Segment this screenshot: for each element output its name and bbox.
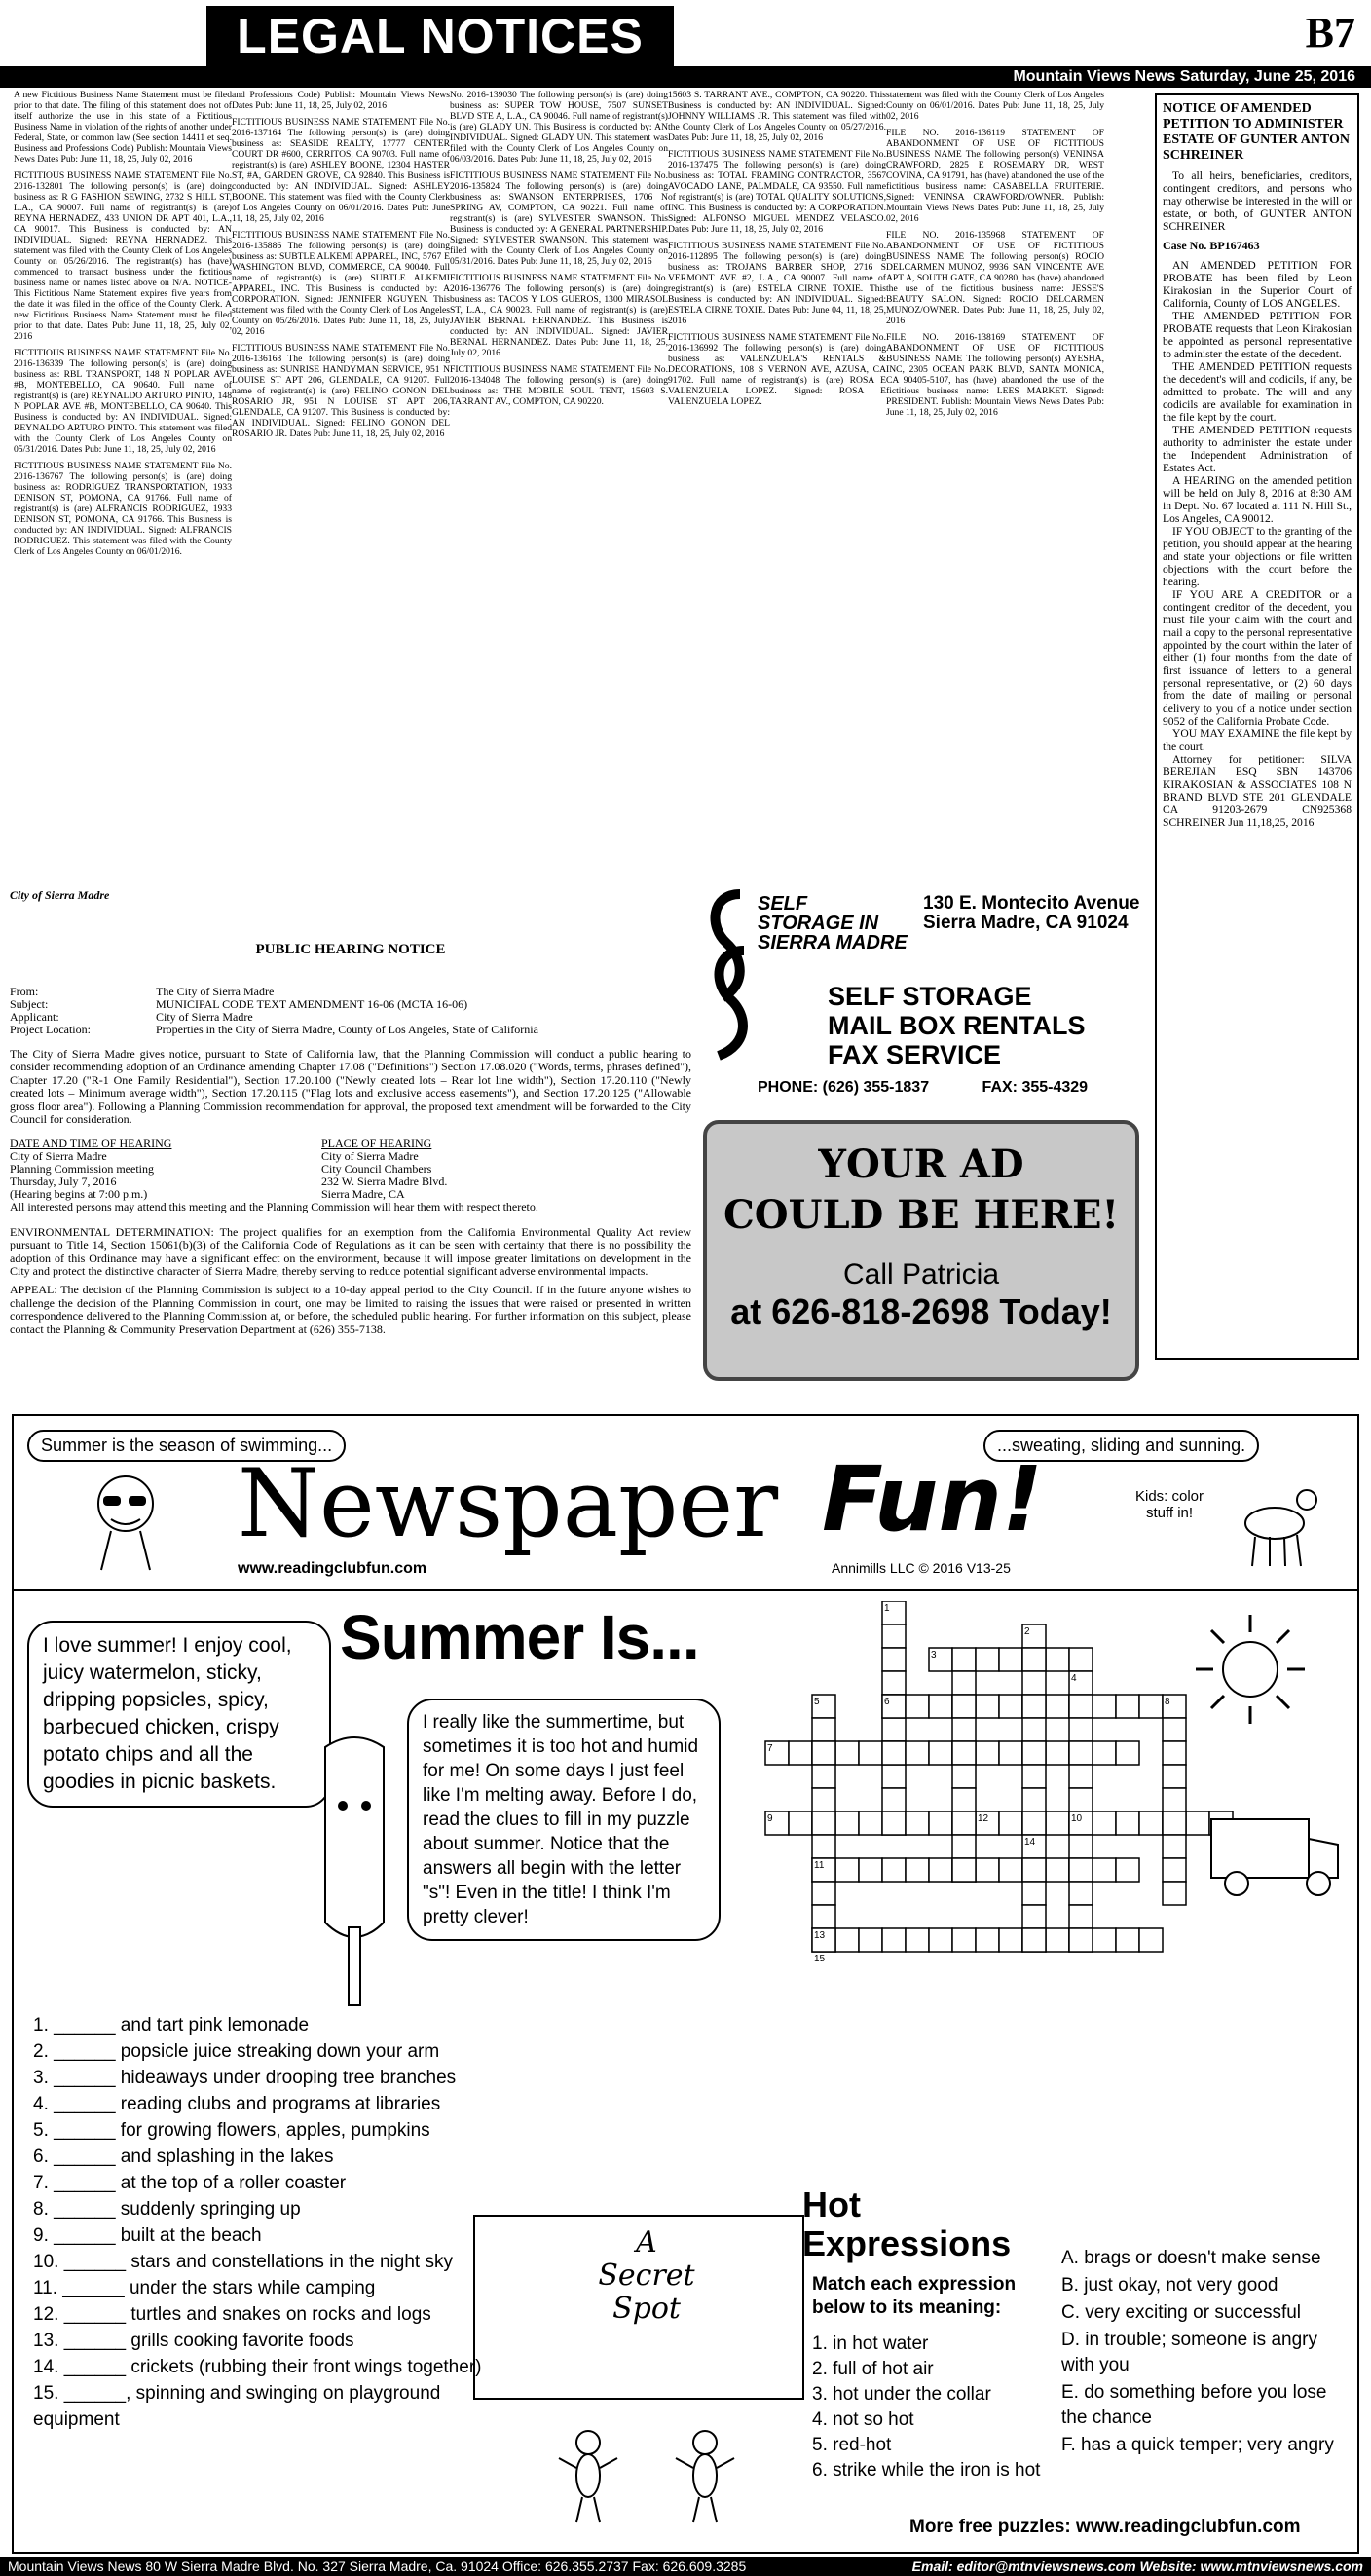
grid-cell[interactable]: [1022, 1882, 1046, 1905]
grid-cell[interactable]: [1046, 1811, 1069, 1835]
legal-entry: FICTITIOUS BUSINESS NAME STATEMENT File No. 2016-135824 The following person(s) is (are) doing business as: SWANSON ENTERPRISES, 1706 N SPRING AV, COMPTON, CA 90221. Full name of registrant(s) is (are) SYLVESTER SWANSON. This Business is conducted by: A GENERAL PARTNERSHIP. Signed: SYLVESTER SWANSON. This statement was filed with the County Clerk of Los Angeles County on 05/31/2016. Dates Pub: June 11, 18, 25, July 02, 2016: [450, 170, 668, 267]
grid-cell[interactable]: [952, 1928, 976, 1952]
legal-column: [232, 90, 450, 898]
grid-cell[interactable]: [859, 1858, 882, 1882]
hot-expression: 5. red-hot: [812, 2435, 892, 2455]
storage-logo-icon: [701, 888, 756, 1064]
melting-popsicle-icon: [306, 1728, 403, 2020]
field-value: The City of Sierra Madre: [156, 985, 275, 998]
grid-cell[interactable]: [1163, 1858, 1186, 1882]
clue-item: 1. ______ and tart pink lemonade: [33, 2015, 310, 2035]
grid-cell[interactable]: [1163, 1882, 1186, 1905]
grid-cell[interactable]: [929, 1695, 952, 1718]
notice-paragraph: To all heirs, beneficiaries, creditors, contingent creditors, and persons who may otherwise be interested in the will or estate, or both, of GUNTER ANTON SCHREINER: [1163, 169, 1352, 233]
grid-cell[interactable]: [1046, 1695, 1069, 1718]
puzzle-copyright: Annimills LLC © 2016 V13-25: [832, 1560, 1011, 1576]
grid-cell[interactable]: [952, 1835, 976, 1858]
clue-item: 10. ______ stars and constellations in the night sky: [33, 2252, 453, 2272]
grid-cell[interactable]: [1093, 1928, 1116, 1952]
grid-cell[interactable]: [1163, 1718, 1186, 1741]
grid-cell[interactable]: [1163, 1811, 1186, 1835]
meaning-item: F. has a quick temper; very angry: [1061, 2435, 1334, 2455]
speech-bubble-sun: I really like the summertime, but sometimes it is too hot and humid for me! On some days I just feel like I'm melting away. Before I do, read the clues to fill in my puzzle about summer. Notice that the answers all begin with the letter "s"! Even in the title! I think I'm pretty clever!: [407, 1699, 721, 1941]
secret-spot-box: [473, 2215, 804, 2400]
grid-cell[interactable]: [929, 1741, 952, 1765]
grid-cell[interactable]: [812, 1835, 835, 1858]
grid-cell[interactable]: [1046, 1858, 1069, 1882]
grid-cell[interactable]: [1046, 1741, 1069, 1765]
hot-expression: 3. hot under the collar: [812, 2384, 991, 2405]
grid-cell[interactable]: [952, 1718, 976, 1741]
grid-cell[interactable]: [859, 1928, 882, 1952]
ants-icon: [520, 2419, 773, 2526]
page-number: B7: [1305, 9, 1355, 56]
clue-item: 4. ______ reading clubs and programs at libraries: [33, 2094, 441, 2114]
legal-entry: FICTITIOUS BUSINESS NAME STATEMENT File No. 2016-112895 The following person(s) is (are) doing business as: TROJANS BARBER SHOP, 2716 S VERMONT AVE #2, L.A., CA 90007. Full name of registrant(s) is (are) ESTELA CIRNE TOXIE. This Business is conducted by: AN INDIVIDUAL. Signed: ESTELA CIRNE TOXIE. Dates Pub: June 04, 11, 18, 25, 2016: [668, 241, 886, 326]
hot-expressions-title: Hot Expressions: [802, 2184, 1012, 2263]
page-footer: [0, 2557, 1371, 2576]
clue-item: 8. ______ suddenly springing up: [33, 2199, 301, 2220]
grid-cell[interactable]: [1022, 1811, 1046, 1835]
notice-paragraph: THE AMENDED PETITION requests the decedent's will and codicils, if any, be admitted to probate. The will and any codicils are available for examination in the file kept by the court.: [1163, 360, 1352, 424]
grid-cell[interactable]: [835, 1858, 859, 1882]
storage-phone: PHONE: (626) 355-1837: [758, 1079, 930, 1096]
notice-body: [1163, 169, 1352, 829]
hearing-appeal: APPEAL: The decision of the Planning Commission is subject to a 10-day appeal period to the City Council. If in the future anyone wishes to challenge the decision of the Planning Commission in court, one may be limited to raising the issues that were raised or presented in written correspondence delivered to the Planning Commission at, or before, the scheduled public hearing. For further information on this subject, please contact the Planning & Community Preservation Department at (626) 355-7138.: [10, 1283, 691, 1336]
legal-entry: FILE NO. 2016-138169 STATEMENT OF ABANDONMENT OF USE OF FICTITIOUS BUSINESS NAME The following person(s) AYESHA, INC, 2305 OCEAN PARK BLVD, SANTA MONICA, CA 90405-5107, has (have) abandoned the use of the fictitious business name: LEES MARKET. Signed: PRESIDENT. Publish: Mountain Views News Dates Pub: June 11, 18, 25, July 02, 2016: [886, 332, 1104, 418]
more-puzzles: More free puzzles: www.readingclubfun.com: [909, 2517, 1301, 2537]
grid-cell[interactable]: [1022, 1905, 1046, 1928]
meaning-item: A. brags or doesn't make sense: [1061, 2248, 1321, 2268]
date-lines: City of Sierra Madre Planning Commission meeting Thursday, July 7, 2016 (Hearing begins at 7:00 p.m.): [10, 1149, 155, 1202]
footer-address: Mountain Views News 80 W Sierra Madre Blvd. No. 327 Sierra Madre, Ca. 91024 Office: 626.355.2737 Fax: 626.609.3285: [8, 2558, 747, 2574]
grid-cell[interactable]: [1093, 1741, 1116, 1765]
clue-item: 2. ______ popsicle juice streaking down your arm: [33, 2041, 440, 2062]
grid-cell[interactable]: [929, 1928, 952, 1952]
notice-paragraph: THE AMENDED PETITION FOR PROBATE requests that Leon Kirakosian be appointed as personal representative to administer the estate of the decedent.: [1163, 310, 1352, 360]
grid-cell[interactable]: [952, 1695, 976, 1718]
grid-cell[interactable]: [1069, 1741, 1093, 1765]
grid-cell[interactable]: [1022, 1788, 1046, 1811]
clue-item: 12. ______ turtles and snakes on rocks and logs: [33, 2304, 431, 2325]
grid-cell[interactable]: [999, 1928, 1022, 1952]
clue-item: 15. ______, spinning and swinging on playground equipment: [33, 2383, 441, 2430]
hearing-when-where: [10, 1138, 691, 1201]
clue-item: 3. ______ hideaways under drooping tree branches: [33, 2068, 457, 2088]
grid-number: 4: [1071, 1673, 1077, 1684]
meaning-item: D. in trouble; someone is angry with you: [1061, 2330, 1317, 2375]
grid-cell[interactable]: [952, 1765, 976, 1788]
grid-cell[interactable]: [1069, 1835, 1093, 1858]
grid-cell[interactable]: [835, 1741, 859, 1765]
hearing-fields: [10, 986, 691, 1036]
grid-cell[interactable]: [999, 1811, 1022, 1835]
dateline-text: Mountain Views News Saturday, June 25, 2016: [1013, 68, 1355, 85]
grid-cell[interactable]: [952, 1671, 976, 1695]
legal-entry: FICTITIOUS BUSINESS NAME STATEMENT File No. 2016-136168 The following person(s) is (are) doing business as: SUNRISE HANDYMAN SERVICE, 951 N LOUISE ST APT 206, GLENDALE, CA 91207. Full name of registrant(s) is (are) FELINO GONON DEL ROSARIO JR, 951 N LOUISE ST APT 206, GLENDALE, CA 91207. This Business is conducted by: AN INDIVIDUAL. Signed: FELINO GONON DEL ROSARIO JR. Dates Pub: June 11, 18, 25, July 02, 2016: [232, 343, 450, 439]
clue-item: 7. ______ at the top of a roller coaster: [33, 2173, 347, 2193]
grid-cell[interactable]: [999, 1741, 1022, 1765]
grid-cell[interactable]: [812, 1741, 835, 1765]
grid-cell[interactable]: [976, 1741, 999, 1765]
grid-cell[interactable]: [1069, 1695, 1093, 1718]
legal-entry: FICTITIOUS BUSINESS NAME STATEMENT File No. 2016-136339 The following person(s) is (are) doing business as: RBL TRANSPORT, 148 N POPLAR AVE #B, MONTEBELLO, CA 90640. Full name of registrant(s) is (are) REYNALDO ARTURO PINTO, 148 N POPLAR AVE #B, MONTEBELLO, CA 90640. This Business is conducted by: AN INDIVIDUAL. Signed: REYNALDO ARTURO PINTO. This statement was filed with the County Clerk of Los Angeles County on 05/31/2016. Dates Pub: June 11, 18, 25, July 02, 2016: [14, 348, 232, 455]
grid-number: 13: [814, 1930, 826, 1941]
grid-cell[interactable]: [1093, 1858, 1116, 1882]
grid-cell[interactable]: [952, 1741, 976, 1765]
grid-cell[interactable]: [812, 1765, 835, 1788]
grid-cell[interactable]: [1022, 1741, 1046, 1765]
legal-entry: FICTITIOUS BUSINESS NAME STATEMENT File No. 2016-136992 The following person(s) is (are) doing business as: VALENZUELA'S RENTALS & DECORATIONS, 108 S VERNON AVE, AZUSA, CA 91702. Full name of registrant(s) is (are) ROSA E VALENZUELA LOPEZ. Signed: ROSA E VALENZUELA LOPEZ.: [668, 332, 886, 407]
legal-entry: and Professions Code) Publish: Mountain Views News Dates Pub: June 11, 18, 25, July 02, 2016: [232, 90, 450, 111]
grid-cell[interactable]: [1022, 1765, 1046, 1788]
grid-cell[interactable]: [1116, 1741, 1139, 1765]
hearing-environmental: ENVIRONMENTAL DETERMINATION: The project qualifies for an exemption from the California Environmental Quality Act review pursuant to Title 14, Section 15061(b)(3) of the California Code of Regulations as it can be seen with certainty that there is no possibility the adoption of this Ordinance may have a significant effect on the environment, because it will impose greater limitations on development in the City and protect the distinctive character of Sierra Madre, thereby serving to reduce potential significant adverse environmental impacts.: [10, 1224, 691, 1279]
grid-cell[interactable]: [1069, 1858, 1093, 1882]
food-truck-icon: [1202, 1806, 1348, 1903]
grid-cell[interactable]: [1022, 1671, 1046, 1695]
clue-item: 9. ______ built at the beach: [33, 2225, 262, 2246]
storage-fax: FAX: 355-4329: [982, 1079, 1089, 1096]
storage-contacts: [758, 1079, 1088, 1097]
grid-cell[interactable]: [906, 1695, 929, 1718]
meaning-item: B. just okay, not very good: [1061, 2275, 1278, 2296]
grid-cell[interactable]: [1046, 1928, 1069, 1952]
field-label: Applicant:: [10, 1010, 59, 1024]
grid-cell[interactable]: [882, 1624, 906, 1648]
deer-icon: [1221, 1465, 1328, 1572]
grid-cell[interactable]: [882, 1765, 906, 1788]
grid-cell[interactable]: [882, 1811, 906, 1835]
kids-note: Kids: color stuff in!: [1134, 1488, 1204, 1521]
grid-number: 15: [814, 1954, 826, 1964]
grid-cell[interactable]: [976, 1695, 999, 1718]
puzzle-title-fun: Fun!: [822, 1447, 1043, 1551]
grid-number: 3: [931, 1650, 937, 1661]
legal-column: [450, 90, 668, 898]
field-value: MUNICIPAL CODE TEXT AMENDMENT 16-06 (MCTA 16-06): [156, 997, 468, 1011]
grid-cell[interactable]: [1069, 1882, 1093, 1905]
puzzle-site: www.readingclubfun.com: [238, 1560, 427, 1577]
grid-cell[interactable]: [999, 1648, 1022, 1671]
grid-number: 10: [1071, 1813, 1083, 1824]
legal-entry: FILE NO. 2016-135968 STATEMENT OF ABANDONMENT OF USE OF FICTITIOUS BUSINESS NAME The following person(s) ROCIO DELCARMEN MUNOZ, 9936 SAN VINCENTE AVE APT A, SOUTH GATE, CA 90280, has (have) abandoned the use of the fictitious business name: JESSE'S BEAUTY SALON. Signed: ROCIO DELCARMEN MUNOZ/OWNER. Dates Pub: June 11, 18, 25, July 02, 2016: [886, 230, 1104, 326]
probate-notice: [1155, 93, 1359, 1360]
summer-is-heading: Summer Is...: [340, 1602, 699, 1672]
grid-cell[interactable]: [1116, 1928, 1139, 1952]
grid-cell[interactable]: [952, 1648, 976, 1671]
field-label: Subject:: [10, 997, 49, 1011]
grid-cell[interactable]: [1046, 1648, 1069, 1671]
grid-number: 5: [814, 1697, 820, 1707]
legal-entry: FICTITIOUS BUSINESS NAME STATEMENT File No. 2016-137164 The following person(s) is (are) doing business as: SEASIDE REALTY, 17777 CENTER COURT DR #600, CERRITOS, CA 90703. Full name of registrant(s) is (are) ASHLEY BOONE, 12304 HASTER ST, #A, GARDEN GROVE, CA 92840. This Business is conducted by: AN INDIVIDUAL. Signed: ASHLEY BOONE. This statement was filed with the County Clerk of Los Angeles County on 06/01/2016. Dates Pub: June 11, 18, 25, July 02, 2016: [232, 117, 450, 224]
grid-cell[interactable]: [882, 1648, 906, 1671]
grid-number: 14: [1024, 1837, 1036, 1848]
hearing-heading: PUBLIC HEARING NOTICE: [255, 942, 446, 957]
grid-cell[interactable]: [906, 1741, 929, 1765]
grid-number: 7: [767, 1743, 773, 1754]
newspaper-fun-puzzle: [12, 1414, 1359, 2554]
legal-entry: FICTITIOUS BUSINESS NAME STATEMENT File No. 2016-135886 The following person(s) is (are) doing business as: SUBTLE ALKEMI APPAREL, INC, 5767 E WASHINGTON BLVD, COMMERCE, CA 90040. Full name of registrant(s) is (are) SUBTLE ALKEMI APPAREL, INC. This Business is conducted by: A CORPORATION. Signed: JENNIFER NGUYEN. This statement was filed with the County Clerk of Los Angeles County on 05/26/2016. Dates Pub: June 11, 18, 25, July 02, 2016: [232, 230, 450, 337]
grid-cell[interactable]: [976, 1858, 999, 1882]
public-hearing-notice: [10, 888, 691, 1404]
your-ad-call: Call Patricia: [842, 1258, 1000, 1290]
banner-right: ...sweating, sliding and sunning.: [983, 1430, 1259, 1462]
legal-entry: FILE NO. 2016-136119 STATEMENT OF ABANDONMENT OF USE OF FICTITIOUS BUSINESS NAME The following person(s) VENINSA CRAWFORD, 2825 E ROSEMARY DR, WEST COVINA, CA 91791, has (have) abandoned the use of the fictitious business name: CASABELLA FRUITERIE. Signed: VENINSA CRAWFORD/OWNER. Publish: Mountain Views News Dates Pub: June 11, 18, 25, July 02, 2016: [886, 128, 1104, 224]
clue-item: 5. ______ for growing flowers, apples, pumpkins: [33, 2120, 430, 2141]
notice-paragraph: IF YOU ARE A CREDITOR or a contingent creditor of the decedent, you must file your claim with the court and mail a copy to the personal representative appointed by the court within the later of either (1) four months from the date of first issuance of letters to a general personal representative, or (2) 60 days from the date of mailing or personal delivery to you of a notice under section 9052 of the California Probate Code.: [1163, 588, 1352, 728]
legal-entry: A new Fictitious Business Name Statement must be filed prior to that date. The filing of this statement does not of itself authorize the use in this state of a Fictitious Business Name in violation of the rights of another under Federal, State, or common law (See section 14411 et seq. Business and Professions Code) Publish: Mountain Views News Dates Pub: June 11, 18, 25, July 02, 2016: [14, 90, 232, 165]
grid-cell[interactable]: [882, 1741, 906, 1765]
hearing-city: City of Sierra Madre: [10, 888, 110, 902]
grid-number: 11: [814, 1860, 825, 1871]
grid-cell[interactable]: [882, 1671, 906, 1695]
legal-entry: FICTITIOUS BUSINESS NAME STATEMENT File No. 2016-134048 The following person(s) is (are) doing business as: THE MOBILE SOUL TENT, 15603 S. TARRANT AV., COMPTON, CA 90220.: [450, 364, 668, 407]
grid-cell[interactable]: [1163, 1765, 1186, 1788]
grid-cell[interactable]: [835, 1811, 859, 1835]
grid-cell[interactable]: [1163, 1835, 1186, 1858]
grid-cell[interactable]: [952, 1858, 976, 1882]
grid-cell[interactable]: [1022, 1648, 1046, 1671]
sunglasses-character-icon: [72, 1465, 179, 1572]
storage-address: 130 E. Montecito Avenue Sierra Madre, CA 91024: [923, 893, 1140, 933]
hot-expressions-list: [812, 2332, 1104, 2483]
grid-cell[interactable]: [882, 1928, 906, 1952]
field-label: Project Location:: [10, 1023, 91, 1036]
notice-paragraph: IF YOU OBJECT to the granting of the petition, you should appear at the hearing and state your objections or file written objections with the court before the hearing.: [1163, 525, 1352, 588]
grid-cell[interactable]: [859, 1811, 882, 1835]
grid-cell[interactable]: [952, 1788, 976, 1811]
legal-entry: 15603 S. TARRANT AVE., COMPTON, CA 90220. This Business is conducted by: AN INDIVIDUAL. Signed: JOHNNY WILLIAMS JR. This statement was filed with the County Clerk of Los Angeles County on 05/27/2016. Dates Pub: June 11, 18, 25, July 02, 2016: [668, 90, 886, 143]
section-title: LEGAL NOTICES: [206, 6, 674, 66]
grid-cell[interactable]: [1163, 1788, 1186, 1811]
sun-icon: [1192, 1611, 1309, 1728]
your-ad-here-box: [703, 1120, 1139, 1381]
grid-cell[interactable]: [1022, 1928, 1046, 1952]
grid-cell[interactable]: [1139, 1811, 1163, 1835]
grid-cell[interactable]: [1093, 1811, 1116, 1835]
field-label: From:: [10, 985, 39, 998]
hot-expression: 6. strike while the iron is hot: [812, 2460, 1041, 2481]
grid-cell[interactable]: [906, 1811, 929, 1835]
grid-cell[interactable]: [1163, 1741, 1186, 1765]
legal-entry: statement was filed with the County Clerk of Los Angeles County on 06/01/2016. Dates Pub: June 11, 18, 25, July 02, 2016: [886, 90, 1104, 122]
grid-cell[interactable]: [976, 1648, 999, 1671]
grid-cell[interactable]: [929, 1858, 952, 1882]
grid-cell[interactable]: [1093, 1695, 1116, 1718]
banner-left: Summer is the season of swimming...: [27, 1430, 346, 1462]
hot-expression: 4. not so hot: [812, 2409, 914, 2430]
grid-cell[interactable]: [835, 1928, 859, 1952]
clue-item: 6. ______ and splashing in the lakes: [33, 2147, 334, 2167]
grid-cell[interactable]: [882, 1858, 906, 1882]
date-heading: DATE AND TIME OF HEARING: [10, 1137, 172, 1151]
grid-cell[interactable]: [1069, 1648, 1093, 1671]
self-storage-ad: [701, 888, 1143, 1108]
grid-cell[interactable]: [812, 1905, 835, 1928]
notice-paragraph: YOU MAY EXAMINE the file kept by the court.: [1163, 728, 1352, 753]
puzzle-title-newspaper: Newspaper: [238, 1449, 779, 1558]
grid-number: 2: [1024, 1626, 1030, 1637]
grid-cell[interactable]: [1069, 1788, 1093, 1811]
crossword-clues: [33, 2012, 491, 2433]
notice-title: NOTICE OF AMENDED PETITION TO ADMINISTER ESTATE OF GUNTER ANTON SCHREINER: [1163, 101, 1351, 163]
legal-entry: FICTITIOUS BUSINESS NAME STATEMENT File No. 2016-132801 The following person(s) is (are) doing business as: R G FASHION SEWING, 2732 S HILL ST, L.A., CA 90007. Full name of registrant(s) is (are) REYNA HERNADEZ, 433 UNION DR APT 401, L.A., CA 90017. This Business is conducted by: AN INDIVIDUAL. Signed: REYNA HERNADEZ. This statement was filed with the County Clerk of Los Angeles County on 05/26/2016. The registrant(s) has (have) commenced to transact business under the fictitious business name or names listed above on N/A. NOTICE- This Fictitious Name Statement expires five years from the date it was filed in the office of the County Clerk. A new Fictitious Business Name Statement must be filed prior to that date. Dates Pub: June 11, 18, 25, July 02, 2016: [14, 170, 232, 342]
legal-entry: No. 2016-139030 The following person(s) is (are) doing business as: SUPER TOW HOUSE, 7507 SUNSET BLVD STE A, L.A., CA 90046. Full name of registrant(s) is (are) GLADY UN. This Business is conducted by: AN INDIVIDUAL. Signed: GLADY UN. This statement was filed with the County Clerk of Los Angeles County on 06/03/2016. Dates Pub: June 11, 18, 25, July 02, 2016: [450, 90, 668, 165]
hot-instructions: Match each expression below to its meaning:: [812, 2274, 1017, 2318]
legal-entry: FICTITIOUS BUSINESS NAME STATEMENT File No. 2016-137475 The following person(s) is (are) doing business as: TOTAL FRAMING CONTRACTOR, 3567 AVOCADO LANE, PALMDALE, CA 93550. Full name of registrant(s) is (are) TOTAL QUALITY SOLUTIONS, INC. This Business is conducted by: A CORPORATION. Signed: ALFONSO MIGUEL MENDEZ VELASCO. Dates Pub: June 11, 18, 25, July 02, 2016: [668, 149, 886, 235]
grid-cell[interactable]: [812, 1882, 835, 1905]
legal-entry: FICTITIOUS BUSINESS NAME STATEMENT File No. 2016-136776 The following person(s) is (are) doing business as: TACOS Y LOS GUEROS, 1300 MIRASOL ST, L.A., CA 90023. Full name of registrant(s) is (are) JAVIER BERNAL HERNANDEZ. This Business is conducted by: AN INDIVIDUAL. Signed: JAVIER BERNAL HERNANDEZ. Dates Pub: June 11, 18, 25, July 02, 2016: [450, 273, 668, 358]
grid-cell[interactable]: [1116, 1858, 1139, 1882]
grid-cell[interactable]: [882, 1788, 906, 1811]
clue-item: 14. ______ crickets (rubbing their front wings together): [33, 2357, 482, 2377]
hearing-intro: The City of Sierra Madre gives notice, pursuant to State of California law, that the Planning Commission will conduct a public hearing to consider recommending adoption of an Ordinance amending Chapter 17.08 ("Definitions") Section 17.08.020 ("Words, terms, phrases defined"), Chapter 17.20 ("R-1 One Family Residential"), Section 17.20.100 ("Newly created lots – Rear lot line width"), Section 17.20.110 ("Newly created lots – Minimum average width"), Section 17.20.115 ("Flag lots and exclusive access easements"), and Section 17.20.125 ("Allowable gross floor area"). Following a Planning Commission recommendation for approval, the proposed text amendment will be forwarded to the City Council for consideration.: [10, 1047, 691, 1127]
puzzle-divider: [14, 1589, 1359, 1591]
field-value: Properties in the City of Sierra Madre, County of Los Angeles, State of California: [156, 1023, 538, 1036]
your-ad-phone: at 626-818-2698 Today!: [730, 1291, 1112, 1331]
grid-cell[interactable]: [1022, 1718, 1046, 1741]
hot-expression: 2. full of hot air: [812, 2359, 934, 2379]
grid-cell[interactable]: [812, 1811, 835, 1835]
notice-paragraph: Attorney for petitioner: SILVA BEREJIAN ESQ SBN 143706 KIRAKOSIAN & ASSOCIATES 108 N BRAND BLVD STE 201 GLENDALE CA 91203-2679 CN925368 SCHREINER Jun 11,18,25, 2016: [1163, 753, 1352, 829]
grid-cell[interactable]: [929, 1811, 952, 1835]
paper-dateline: [0, 66, 1371, 88]
meanings-list: [1061, 2246, 1353, 2460]
grid-cell[interactable]: [1139, 1695, 1163, 1718]
storage-services: SELF STORAGE MAIL BOX RENTALS FAX SERVICE: [828, 982, 1086, 1069]
your-ad-headline: YOUR AD COULD BE HERE!: [723, 1141, 1120, 1238]
grid-cell[interactable]: [999, 1858, 1022, 1882]
legal-column: [668, 90, 886, 898]
grid-number: 8: [1165, 1697, 1170, 1707]
hearing-attend: All interested persons may attend this meeting and the Planning Commission will hear them with respect thereto.: [10, 1200, 538, 1214]
grid-cell[interactable]: [999, 1695, 1022, 1718]
grid-cell[interactable]: [1139, 1928, 1163, 1952]
grid-cell[interactable]: [976, 1928, 999, 1952]
grid-cell[interactable]: [952, 1811, 976, 1835]
secret-spot-title: A Secret Spot: [598, 2225, 695, 2326]
grid-cell[interactable]: [906, 1858, 929, 1882]
field-value: City of Sierra Madre: [156, 1010, 253, 1024]
clue-item: 13. ______ grills cooking favorite foods: [33, 2331, 354, 2351]
speech-bubble-popsicle: I love summer! I enjoy cool, juicy watermelon, sticky, dripping popsicles, spicy, barbecued chicken, crispy potato chips and all the goodies in picnic baskets.: [27, 1621, 331, 1808]
grid-number: 12: [978, 1813, 989, 1824]
grid-cell[interactable]: [1069, 1905, 1093, 1928]
notice-paragraph: AN AMENDED PETITION FOR PROBATE has been filed by Leon Kirakosian in the Superior Court of California, County of LOS ANGELES.: [1163, 259, 1352, 310]
place-heading: PLACE OF HEARING: [321, 1137, 432, 1151]
grid-cell[interactable]: [1069, 1718, 1093, 1741]
grid-number: 9: [767, 1813, 773, 1824]
legal-column: [886, 90, 1104, 898]
storage-brand: SELF STORAGE IN SIERRA MADRE: [758, 893, 908, 953]
grid-cell[interactable]: [1069, 1765, 1093, 1788]
place-lines: City of Sierra Madre City Council Chambers 232 W. Sierra Madre Blvd. Sierra Madre, CA: [321, 1149, 448, 1202]
grid-cell[interactable]: [812, 1718, 835, 1741]
grid-cell[interactable]: [1069, 1928, 1093, 1952]
hot-expression: 1. in hot water: [812, 2333, 929, 2354]
grid-number: 6: [884, 1697, 890, 1707]
notice-paragraph: THE AMENDED PETITION requests authority to administer the estate under the Independent Administration of Estates Act.: [1163, 424, 1352, 474]
footer-contact: Email: editor@mtnviewsnews.com Website: www.mtnviewsnews.com: [911, 2558, 1363, 2574]
grid-cell[interactable]: [789, 1811, 812, 1835]
grid-cell[interactable]: [1022, 1858, 1046, 1882]
legal-entry: FICTITIOUS BUSINESS NAME STATEMENT File No. 2016-136767 The following person(s) is (are) doing business as: RODRIGUEZ TRANSPORTATION, 1933 DENISON ST, POMONA, CA 91766. Full name of registrant(s) is (are) ALFRANCIS RODRIGUEZ, 1933 DENISON ST, POMONA, CA 91766. This Business is conducted by: AN INDIVIDUAL. Signed: ALFRANCIS RODRIGUEZ. This statement was filed with the County Clerk of Los Angeles County on 06/01/2016.: [14, 461, 232, 557]
clue-item: 11. ______ under the stars while camping: [33, 2278, 376, 2298]
grid-cell[interactable]: [906, 1928, 929, 1952]
grid-number: 1: [884, 1603, 890, 1614]
grid-cell[interactable]: [859, 1741, 882, 1765]
meaning-item: E. do something before you lose the chance: [1061, 2382, 1327, 2428]
legal-column: [14, 90, 232, 898]
grid-cell[interactable]: [1116, 1811, 1139, 1835]
case-number: Case No. BP167463: [1163, 239, 1260, 252]
meaning-item: C. very exciting or successful: [1061, 2302, 1302, 2323]
notice-paragraph: A HEARING on the amended petition will be held on July 8, 2016 at 8:30 AM in Dept. No. 67 located at 111 N. Hill St., Los Angeles, CA 90012.: [1163, 474, 1352, 525]
grid-cell[interactable]: [812, 1788, 835, 1811]
grid-cell[interactable]: [1116, 1695, 1139, 1718]
grid-cell[interactable]: [882, 1718, 906, 1741]
grid-cell[interactable]: [789, 1741, 812, 1765]
grid-cell[interactable]: [1022, 1695, 1046, 1718]
